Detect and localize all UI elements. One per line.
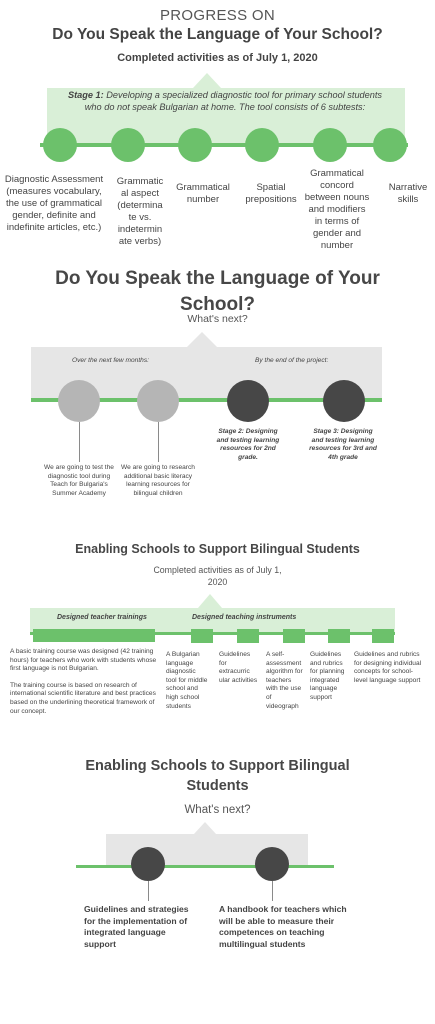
section2-col2-head: By the end of the project: [255,357,329,364]
instrument-square-3 [283,629,305,643]
plan-connector-1 [79,422,80,462]
section4-timeline [76,865,334,868]
section2-title-line2: School? [180,294,255,315]
subtest-label-1: Diagnostic Assessment (measures vocabulary, the use of grammatical gender, definite and indefinite articles, etc.) [4,174,104,233]
instrument-text-2: Guidelines for extracurric ular activities [219,651,258,684]
instrument-text-1: A Bulgarian language diagnostic tool for middle school and high school students [166,651,208,710]
section3-pointer [198,594,222,608]
stage1-label: Stage 1: [67,90,104,100]
instrument-text-5: Guidelines and rubrics for designing individual concepts for school-level language support [354,651,422,684]
subtest-label-4: Spatial prepositions [245,182,297,205]
subtest-label-5: Grammatical concord between nouns and modifiers in terms of gender and number [304,168,370,251]
stage2-text: Stage 2: Designing and testing learning resources for 2nd grade. [216,428,280,461]
tab-teacher-trainings: Designed teacher trainings [57,614,147,621]
next-item-2: A handbook for teachers which will be able to measure their competences on teaching multilingual students [219,904,347,949]
section3-title: Enabling Schools to Support Bilingual Students [75,542,360,556]
stage1-text [60,90,390,113]
section3-subtitle-line2: 2020 [207,577,228,587]
subtest-dot-6 [373,128,407,162]
stage3-text: Stage 3: Designing and testing learning resources for 3rd and 4th grade [309,428,377,461]
subtest-dot-5 [313,128,347,162]
section2-pointer [187,332,217,347]
section3-subtitle [0,564,435,588]
instrument-text-3: A self-assessment algorithm for teachers with the use of videograph [266,651,303,710]
training-bar [33,629,155,642]
stage3-dot [323,380,365,422]
subtest-dot-1 [43,128,77,162]
instrument-square-4 [328,629,350,643]
subtest-dot-3 [178,128,212,162]
section2-col1-head: Over the next few months: [72,357,149,364]
section4-title [0,756,435,796]
section2-title-line1: Do You Speak the Language of Your [55,268,380,289]
section4-pointer [194,822,216,834]
subtest-label-2: Grammatic al aspect (determina te vs. indetermin ate verbs) [116,176,164,247]
stage1-description: Developing a specialized diagnostic tool for primary school students who do not speak Bulgarian at home. The tool consists of 6 subtests: [84,90,383,112]
next-connector-2 [272,881,273,901]
next-connector-1 [148,881,149,901]
section2-subtitle: What's next? [187,313,248,325]
section1-title: Do You Speak the Language of Your School? [52,26,383,43]
plan-item-1: We are going to test the diagnostic tool during Teach for Bulgaria's Summer Academy [44,464,114,497]
plan-dot-2 [137,380,179,422]
section4-title-line1: Enabling Schools to Support Bilingual [85,758,350,774]
next-dot-2 [255,847,289,881]
stage1-timeline [40,143,408,147]
instrument-square-1 [191,629,213,643]
plan-connector-2 [158,422,159,462]
stage1-pointer [193,73,221,88]
plan-item-2: We are going to research additional basic literacy learning resources for bilingual children [121,464,195,497]
training-paragraph-1: A basic training course was designed (42 training hours) for teachers who work with students whose first language is not Bulgarian. [10,648,157,673]
section4-title-line2: Students [186,778,249,794]
kicker: PROGRESS ON [160,7,275,24]
subtest-label-3: Grammatical number [176,182,230,205]
section2-title [0,266,435,318]
section1-subtitle: Completed activities as of July 1, 2020 [117,52,318,64]
subtest-label-6: Narrative skills [388,182,428,205]
instrument-square-5 [372,629,394,643]
next-dot-1 [131,847,165,881]
section3-subtitle-line1: Completed activities as of July 1, [153,565,282,575]
tab-teaching-instruments: Designed teaching instruments [192,614,297,621]
training-text [10,648,165,716]
section4-subtitle: What's next? [184,804,251,816]
training-paragraph-2: The training course is based on research of international scientific literature and best practices based on the underlining theoretical framework of our concept. [10,681,156,715]
next-item-1: Guidelines and strategies for the implementation of integrated language support [84,904,189,949]
subtest-dot-4 [245,128,279,162]
instrument-square-2 [237,629,259,643]
stage2-dot [227,380,269,422]
subtest-dot-2 [111,128,145,162]
instrument-text-4: Guidelines and rubrics for planning integrated language support [310,651,345,701]
plan-dot-1 [58,380,100,422]
